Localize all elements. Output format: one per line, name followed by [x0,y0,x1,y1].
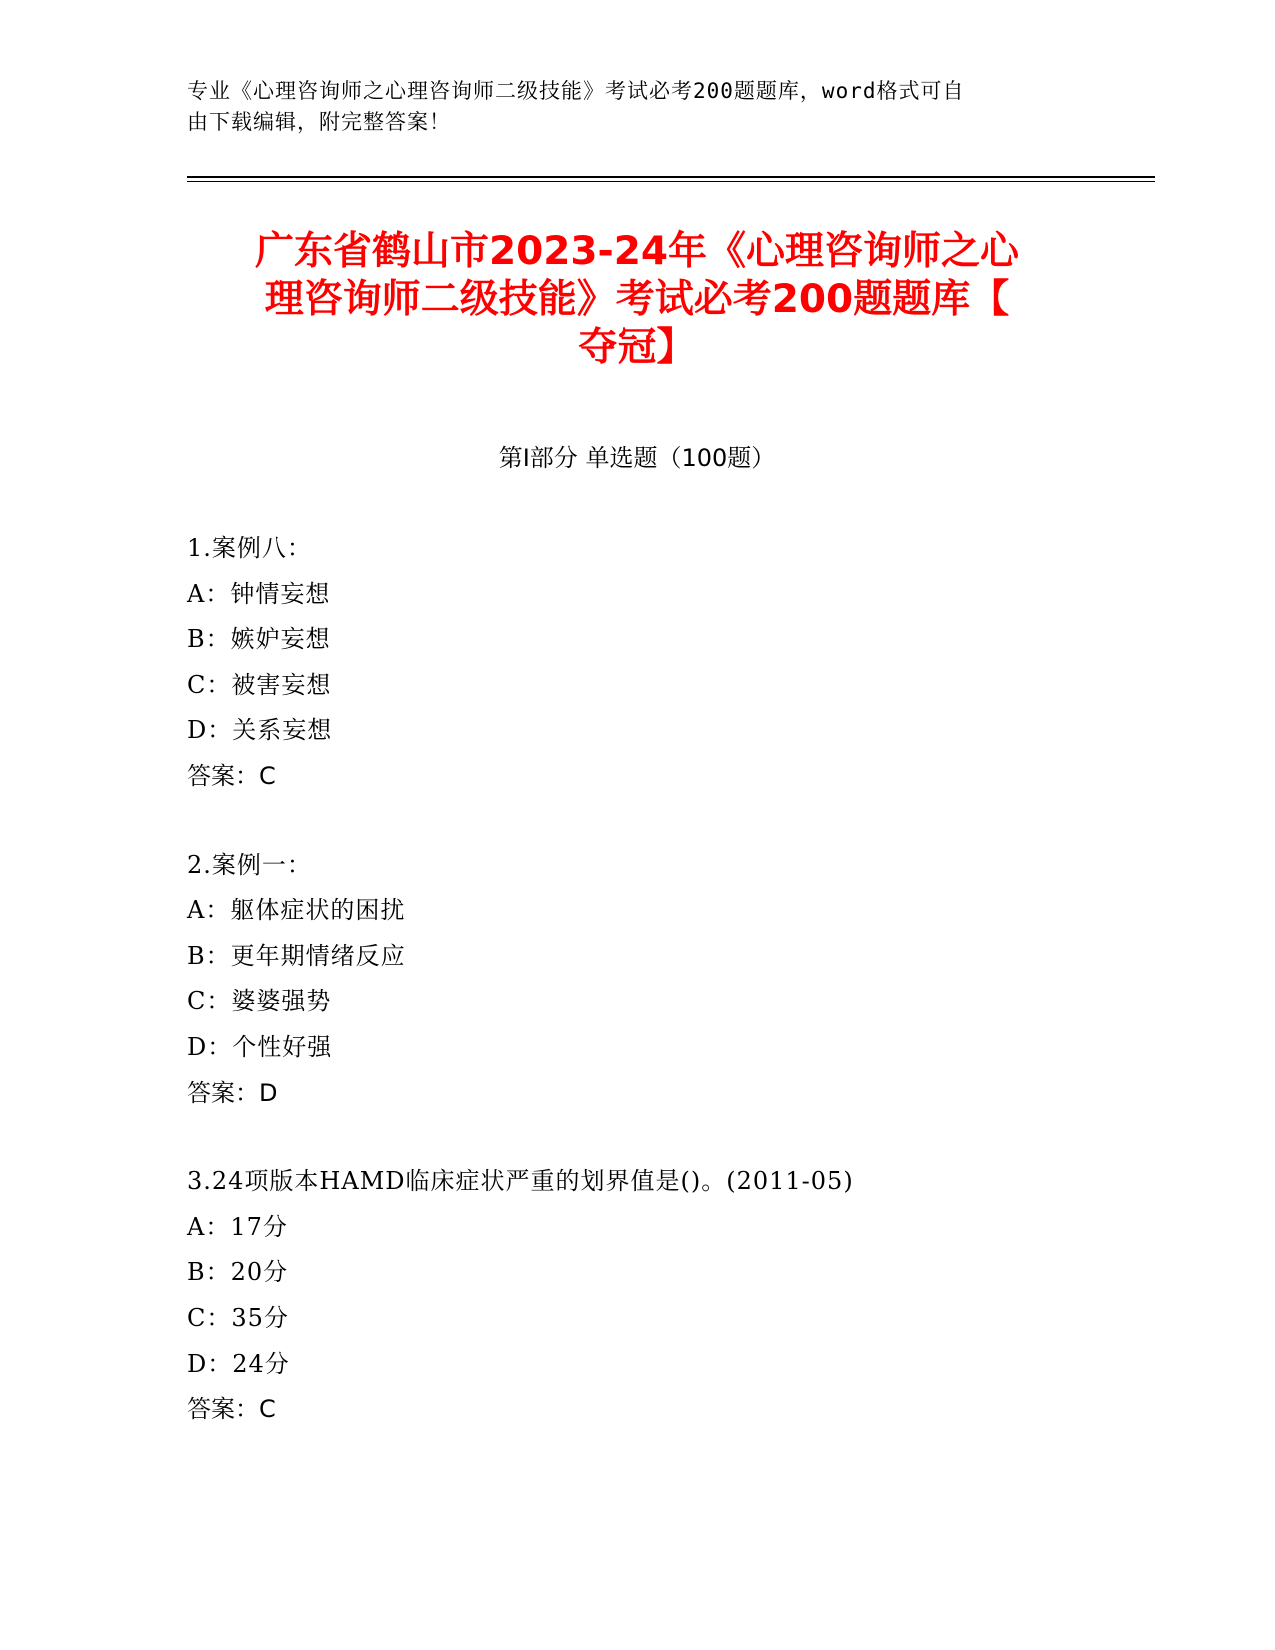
document-title [187,228,1087,372]
question-1 [187,526,1155,800]
option-c: C：35分 [187,1303,289,1332]
option-a: A：17分 [187,1212,288,1241]
section-title: 第Ⅰ部分 单选题（100题） [498,444,776,472]
header-note-line-2: 由下载编辑，附完整答案！ [187,110,451,134]
question-3 [187,1159,1155,1433]
option-b: B：更年期情绪反应 [187,941,406,970]
header-note-line-1: 专业《心理咨询师之心理咨询师二级技能》考试必考200题题库，word格式可自 [187,79,965,103]
option-a: A：钟情妄想 [187,579,331,608]
answer: 答案：C [187,1395,276,1424]
question-stem: 3.24项版本HAMD临床症状严重的划界值是()。(2011-05) [187,1167,854,1196]
document-title-line-2: 理咨询师二级技能》考试必考200题题库【 [264,277,1010,322]
question-stem: 1.案例八： [187,534,312,562]
header-divider-thin [187,181,1155,182]
question-list [187,526,1155,1476]
document-title-line-1: 广东省鹤山市2023-24年《心理咨询师之心 [254,229,1019,274]
option-b: B：嫉妒妄想 [187,625,331,654]
answer: 答案：D [187,1078,278,1107]
question-2 [187,843,1155,1117]
header-note [187,76,1067,138]
answer: 答案：C [187,761,276,790]
option-c: C：婆婆强势 [187,987,332,1016]
question-stem: 2.案例一： [187,850,312,879]
option-b: B：20分 [187,1258,289,1287]
document-title-line-3: 夺冠】 [578,325,696,370]
option-a: A：躯体症状的困扰 [187,896,406,925]
header-divider-thick [187,176,1155,178]
option-d: D：关系妄想 [187,716,333,745]
option-d: D：24分 [187,1349,290,1378]
option-c: C：被害妄想 [187,670,332,699]
option-d: D：个性好强 [187,1032,333,1061]
